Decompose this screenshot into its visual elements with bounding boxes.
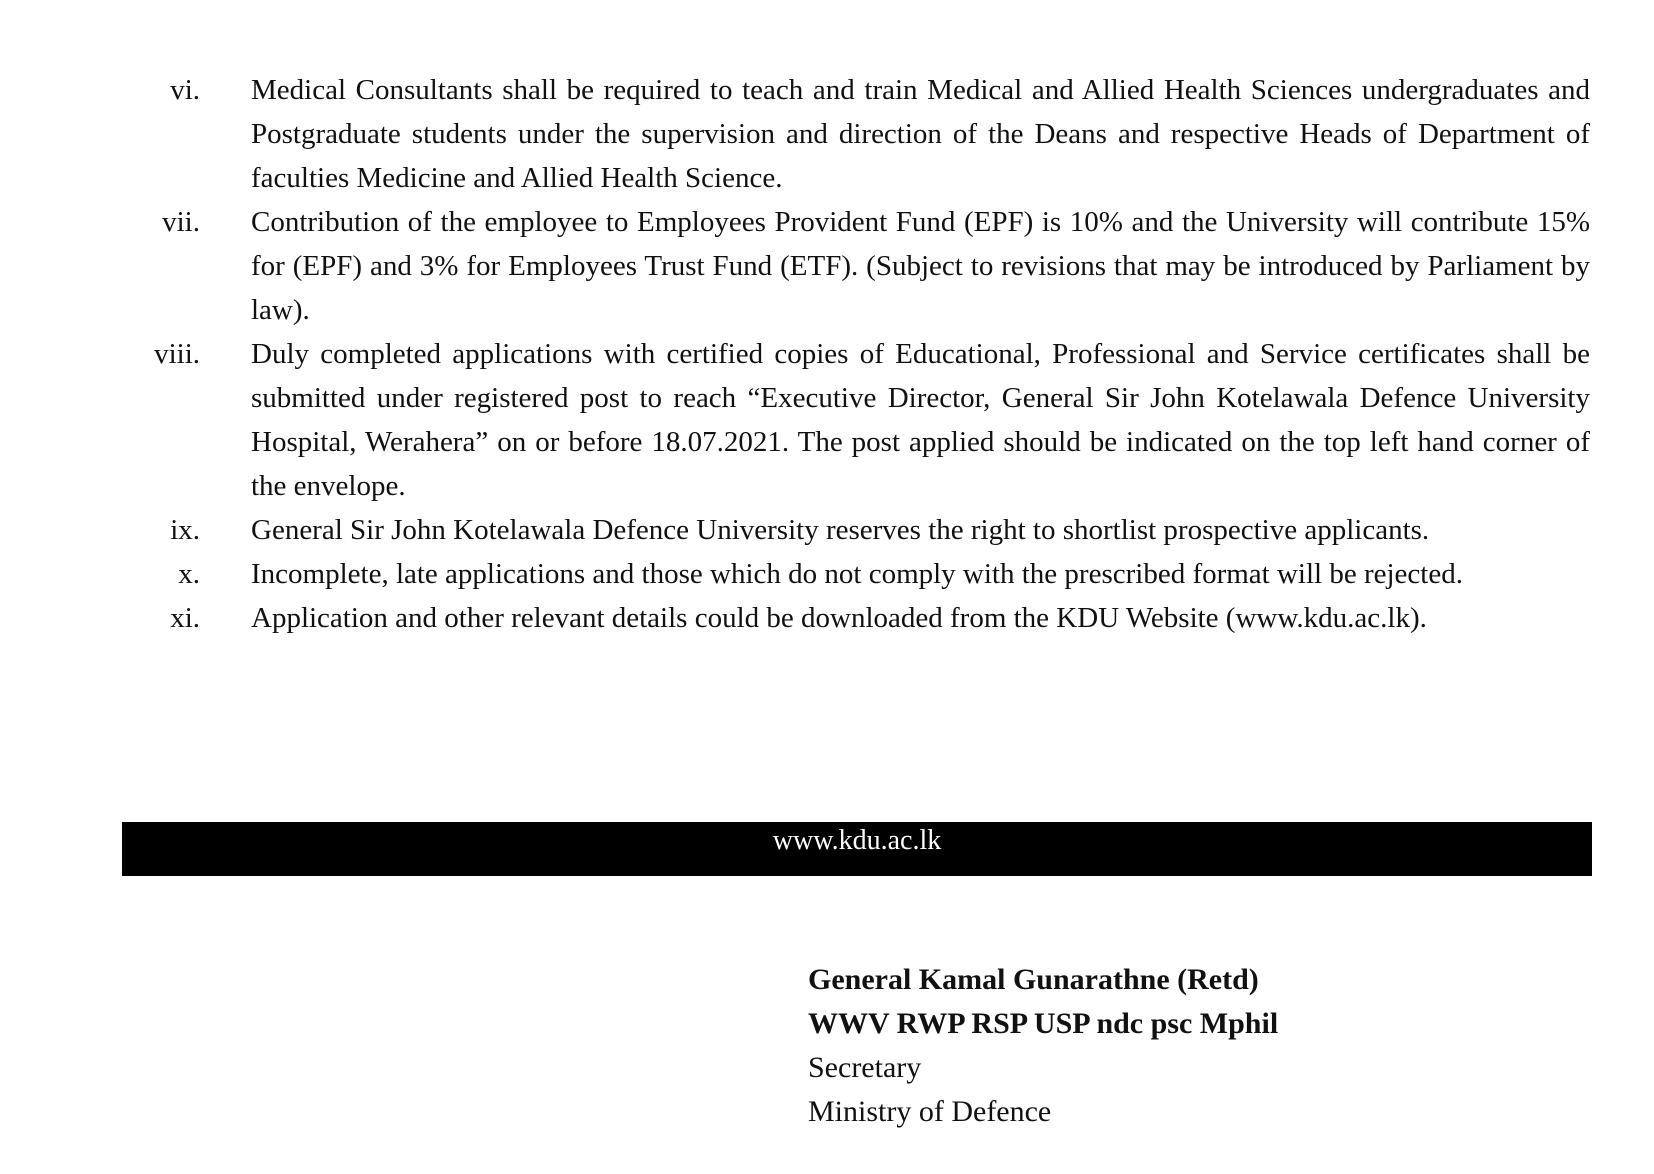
website-banner [122,822,1592,876]
signature-block [808,958,1278,1134]
list-item [0,200,1654,332]
item-numeral: vi. [170,74,200,106]
signatory-organization: Ministry of Defence [808,1095,1052,1128]
list-item [0,68,1654,200]
item-text: Duly completed applications with certified copies of Educational, Professional and Service certificates shall be submitted under registered post to reach “Executive Director, General Sir John Kotelawala Defence University Hospital, Werahera” on or before 18.07.2021. The post applied should be indicated on the top left hand corner of the envelope. [251,338,1590,502]
signatory-name: General Kamal Gunarathne (Retd) [808,963,1259,996]
list-item [0,332,1654,508]
website-url: www.kdu.ac.lk [772,825,942,856]
item-text: Application and other relevant details could be downloaded from the KDU Website (www.kdu.ac.lk). [251,602,1427,634]
numbered-list [0,68,1654,640]
item-numeral: vii. [162,206,200,238]
list-item [0,552,1654,596]
item-text: Contribution of the employee to Employees Provident Fund (EPF) is 10% and the University will contribute 15% for (EPF) and 3% for Employees Trust Fund (ETF). (Subject to revisions that may be introduced by Parliament by law). [251,206,1590,326]
signatory-credentials: WWV RWP RSP USP ndc psc Mphil [808,1007,1279,1040]
item-numeral: xi. [170,602,200,634]
item-numeral: ix. [170,514,200,546]
item-text: Medical Consultants shall be required to teach and train Medical and Allied Health Sciences undergraduates and Postgraduate students under the supervision and direction of the Deans and respective Heads of Department of faculties Medicine and Allied Health Science. [251,74,1590,194]
item-text: General Sir John Kotelawala Defence University reserves the right to shortlist prospective applicants. [251,514,1430,546]
list-item [0,508,1654,552]
list-item [0,596,1654,640]
signatory-title: Secretary [808,1051,922,1084]
item-text: Incomplete, late applications and those which do not comply with the prescribed format will be rejected. [251,558,1463,590]
item-numeral: viii. [154,338,200,370]
item-numeral: x. [178,558,200,590]
